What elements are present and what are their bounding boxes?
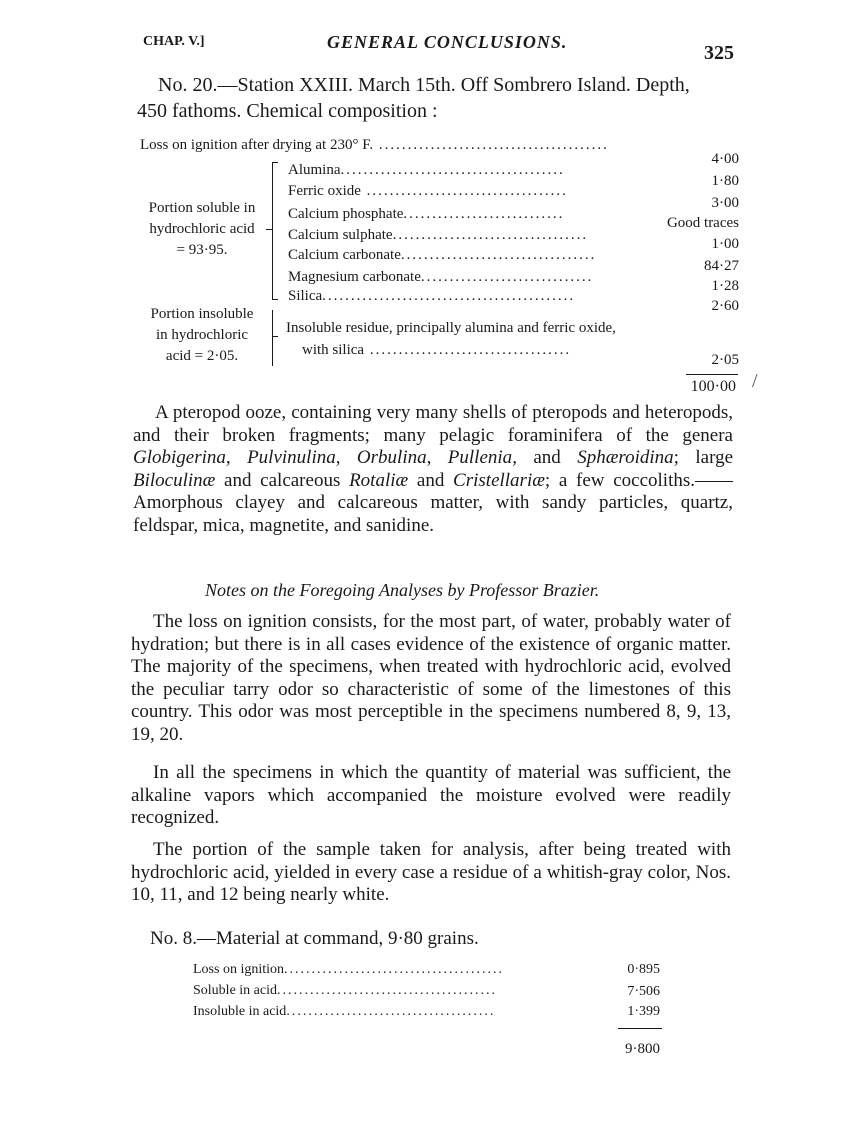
sample-20-heading: No. 20.—Station XXIII. March 15th. Off Sombrero Island. Depth, — [158, 74, 690, 96]
insoluble-brace — [272, 310, 273, 366]
page-number: 325 — [704, 42, 734, 64]
insoluble-brace-point — [272, 336, 278, 337]
soluble-value: 3·00 — [711, 195, 739, 211]
soluble-brace-point — [266, 229, 272, 230]
total-rule — [686, 374, 738, 375]
soluble-brace — [272, 162, 273, 300]
soluble-row: Silica............................................ — [288, 288, 576, 304]
sample-8-row: Soluble in acid........................................ — [193, 983, 497, 998]
sample-8-total: 9·800 — [625, 1041, 660, 1057]
soluble-row: Ferric oxide ................................... — [288, 183, 568, 199]
sample-8-value: 1·399 — [627, 1004, 660, 1019]
ooze-paragraph: A pteropod ooze, containing very many shells of pteropods and heteropods, and their broken fragments; many pelagic foraminifera of the genera Globigerina, Pulvinulina, Orbulina, Pullenia, and Sphæroidina; large Biloculinæ and calcareous Rotaliæ and Cristellariæ; a few coccoliths.——Amorphous clayey and calcareous matter, with sandy particles, quartz, feldspar, mica, magnetite, and sanidine. — [133, 402, 734, 536]
soluble-row: Calcium carbonate.................................. — [288, 247, 597, 263]
running-title: GENERAL CONCLUSIONS. — [327, 32, 568, 52]
sample-20-subheading: 450 fathoms. Chemical composition : — [137, 100, 438, 122]
soluble-value: 2·60 — [711, 298, 739, 314]
insoluble-line: with silica ................................... — [302, 342, 572, 358]
sample-portion-paragraph: The portion of the sample taken for analysis, after being treated with hydrochloric acid, yielded in every case a residue of a whitish-gray color, Nos. 10, 11, and 12 being nearly white. — [131, 839, 731, 905]
sample-8-row: Loss on ignition........................................ — [193, 962, 505, 977]
loss-label: Loss on ignition after drying at 230° F. ........................................ — [140, 137, 609, 153]
soluble-group-label: Portion soluble in hydrochloric acid = 93·95. — [148, 200, 256, 258]
soluble-value: 1·28 — [711, 278, 739, 294]
soluble-value: 1·00 — [711, 236, 739, 252]
insoluble-line: Insoluble residue, principally alumina and ferric oxide, — [286, 320, 616, 336]
sample-8-value: 7·506 — [627, 984, 660, 999]
insoluble-value: 2·05 — [711, 352, 739, 368]
margin-mark: / — [752, 370, 758, 392]
soluble-row: Calcium sulphate.................................. — [288, 227, 589, 243]
soluble-value: Good traces — [666, 215, 739, 231]
soluble-brace-top — [272, 162, 278, 163]
notes-heading: Notes on the Foregoing Analyses by Professor Brazier. — [205, 580, 600, 600]
insoluble-group-label: Portion insoluble in hydrochloric acid = 2·05. — [150, 306, 254, 364]
sample-8-heading: No. 8.—Material at command, 9·80 grains. — [150, 928, 479, 949]
soluble-row: Alumina....................................... — [288, 162, 565, 178]
loss-on-ignition-paragraph: The loss on ignition consists, for the most part, of water, probably water of hydration; but there is in all cases evidence of the existence of organic matter. The majority of the specimens, when treated with hydrochloric acid, evolved the peculiar tarry odor so characteristic of some of the limestones of this country. This odor was most perceptible in the specimens numbered 8, 9, 13, 19, 20. — [131, 611, 731, 745]
soluble-row: Magnesium carbonate.............................. — [288, 269, 594, 285]
soluble-brace-bottom — [272, 299, 278, 300]
soluble-value: 84·27 — [704, 258, 739, 274]
soluble-row: Calcium phosphate............................ — [288, 206, 565, 222]
chapter-label: CHAP. V.] — [143, 34, 205, 49]
alkaline-vapors-paragraph: In all the specimens in which the quantity of material was sufficient, the alkaline vapors which accompanied the moisture evolved were readily recognized. — [131, 762, 731, 828]
sample-8-rule — [618, 1028, 662, 1029]
sample-8-value: 0·895 — [627, 962, 660, 977]
sample-20-total: 100·00 — [690, 378, 736, 395]
loss-value: 4·00 — [711, 151, 739, 167]
sample-8-row: Insoluble in acid...................................... — [193, 1004, 496, 1019]
soluble-value: 1·80 — [711, 173, 739, 189]
